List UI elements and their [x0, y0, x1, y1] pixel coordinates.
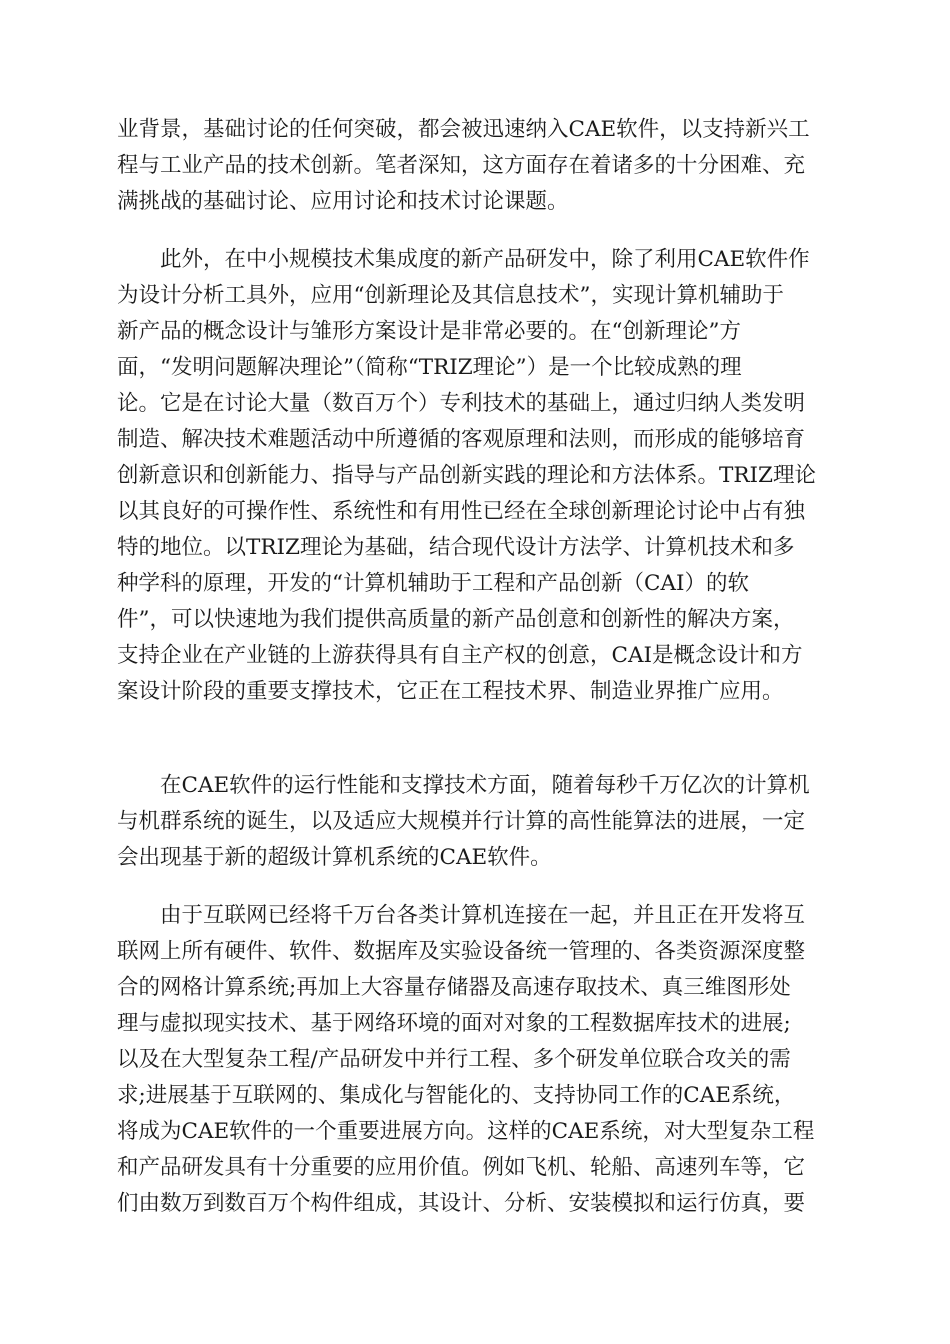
text-line: 程与工业产品的技术创新。笔者深知，这方面存在着诸多的十分困难、充	[117, 153, 806, 178]
text-line: 们由数万到数百万个构件组成，其设计、分析、安装模拟和运行仿真，要	[117, 1191, 806, 1216]
text-line: 由于互联网已经将千万台各类计算机连接在一起，并且正在开发将互	[117, 903, 806, 928]
text-line: 以其良好的可操作性、系统性和有用性已经在全球创新理论讨论中占有独	[117, 499, 806, 524]
text-line: 合的网格计算系统;再加上大容量存储器及高速存取技术、真三维图形处	[117, 975, 791, 1000]
text-line: 特的地位。以TRIZ理论为基础，结合现代设计方法学、计算机技术和多	[117, 535, 795, 560]
text-line: 新产品的概念设计与雏形方案设计是非常必要的。在“创新理论”方	[117, 319, 741, 344]
text-line: 满挑战的基础讨论、应用讨论和技术讨论课题。	[117, 189, 569, 214]
text-line: 将成为CAE软件的一个重要进展方向。这样的CAE系统，对大型复杂工程	[117, 1119, 815, 1144]
text-line: 以及在大型复杂工程/产品研发中并行工程、多个研发单位联合攻关的需	[117, 1047, 791, 1072]
text-line: 在CAE软件的运行性能和支撑技术方面，随着每秒千万亿次的计算机	[117, 773, 810, 798]
text-line: 业背景，基础讨论的任何突破，都会被迅速纳入CAE软件，以支持新兴工	[117, 117, 810, 142]
text-line: 案设计阶段的重要支撑技术，它正在工程技术界、制造业界推广应用。	[117, 679, 784, 704]
text-line: 支持企业在产业链的上游获得具有自主产权的创意，CAI是概念设计和方	[117, 643, 803, 668]
text-line: 制造、解决技术难题活动中所遵循的客观原理和法则，而形成的能够培育	[117, 427, 806, 452]
text-line: 联网上所有硬件、软件、数据库及实验设备统一管理的、各类资源深度整	[117, 939, 806, 964]
text-line: 种学科的原理，开发的“计算机辅助于工程和产品创新（CAI）的软	[117, 571, 749, 596]
text-line: 理与虚拟现实技术、基于网络环境的面对对象的工程数据库技术的进展;	[117, 1011, 791, 1036]
text-line: 件”，可以快速地为我们提供高质量的新产品创意和创新性的解决方案，	[117, 607, 795, 632]
text-line: 为设计分析工具外，应用“创新理论及其信息技术”，实现计算机辅助于	[117, 283, 784, 308]
text-line: 与机群系统的诞生，以及适应大规模并行计算的高性能算法的进展，一定	[117, 809, 806, 834]
text-line: 面，“发明问题解决理论”（简称“TRIZ理论”）是一个比较成熟的理	[117, 355, 742, 380]
text-line: 和产品研发具有十分重要的应用价值。例如飞机、轮船、高速列车等，它	[117, 1155, 806, 1180]
text-line: 此外，在中小规模技术集成度的新产品研发中，除了利用CAE软件作	[117, 247, 810, 272]
text-line: 求;进展基于互联网的、集成化与智能化的、支持协同工作的CAE系统，	[117, 1083, 796, 1108]
text-line: 论。它是在讨论大量（数百万个）专利技术的基础上，通过归纳人类发明	[117, 391, 806, 416]
text-line: 会出现基于新的超级计算机系统的CAE软件。	[117, 845, 552, 870]
text-line: 创新意识和创新能力、指导与产品创新实践的理论和方法体系。TRIZ理论	[117, 463, 816, 488]
